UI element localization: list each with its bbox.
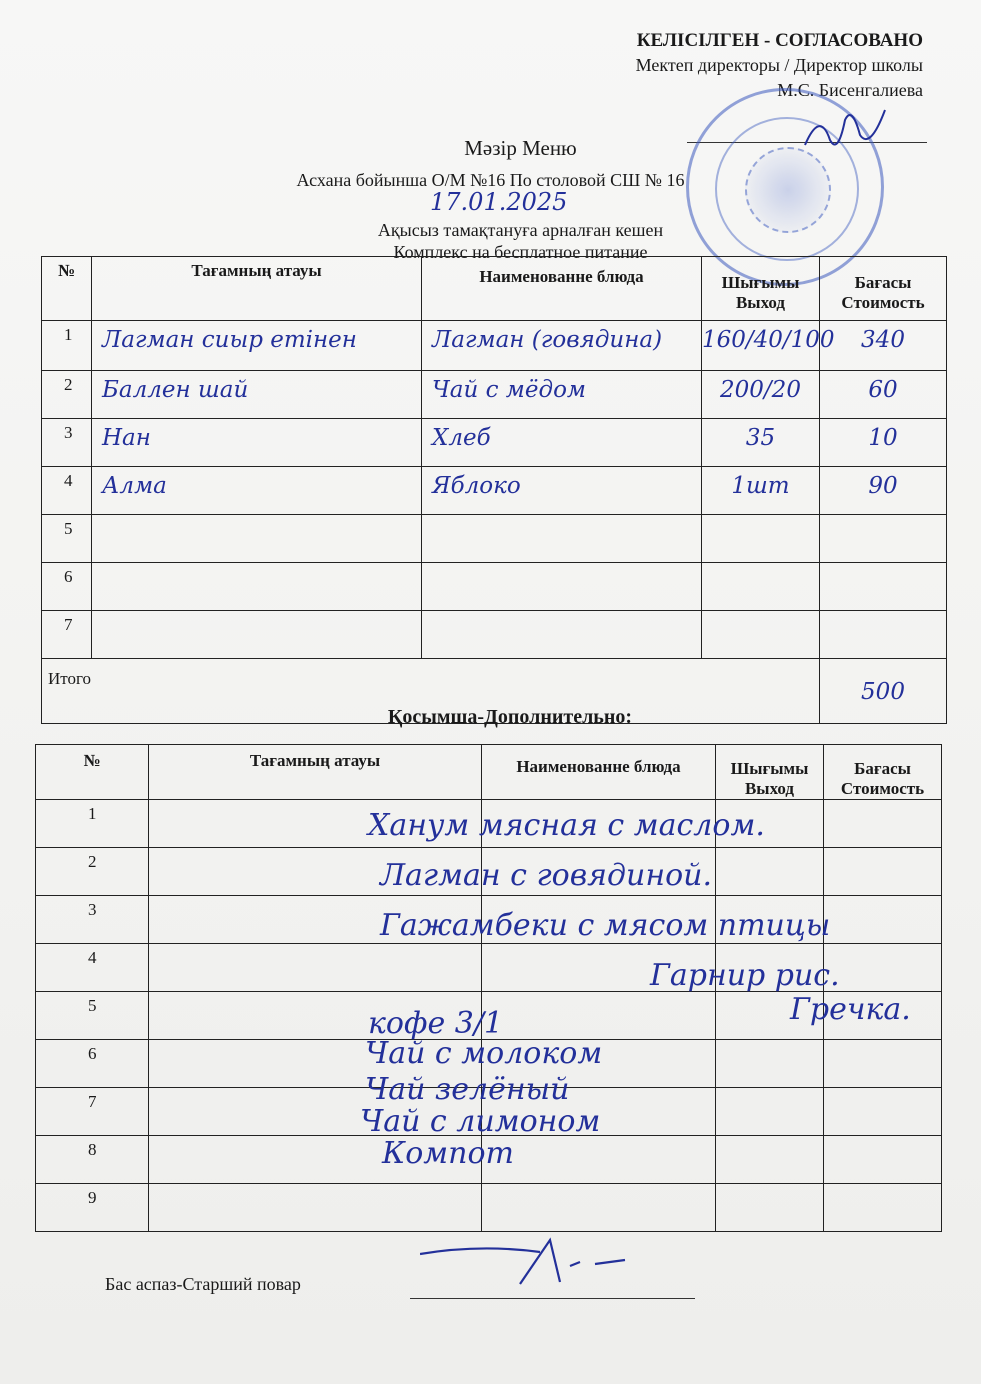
total-label: Итого bbox=[42, 659, 820, 724]
cook-label: Бас аспаз-Старший повар bbox=[105, 1274, 301, 1294]
extra-row-cell bbox=[482, 1136, 716, 1184]
row-name-kz: Лагман сиыр етінен bbox=[92, 321, 422, 371]
row-num: 2 bbox=[42, 371, 92, 419]
row-output: 160/40/100 bbox=[702, 321, 820, 371]
extra-hand-5: Гречка. bbox=[790, 992, 911, 1027]
extra-hand-3: Гажамбеки с мясом птицы bbox=[380, 908, 831, 943]
table-row bbox=[42, 611, 947, 659]
extra-row-num: 7 bbox=[36, 1088, 149, 1136]
row-price: 60 bbox=[820, 371, 947, 419]
extra-hand-1: Ханум мясная с маслом. bbox=[368, 808, 765, 843]
menu-date: 17.01.2025 bbox=[430, 188, 568, 216]
extra-row-cell bbox=[824, 1136, 942, 1184]
extra-row-cell bbox=[716, 1040, 824, 1088]
table-row bbox=[42, 467, 947, 515]
extra-row-cell bbox=[824, 848, 942, 896]
row-name-ru bbox=[422, 563, 702, 611]
row-name-ru: Яблоко bbox=[422, 467, 702, 515]
main-table-header bbox=[42, 257, 947, 321]
col-name-kz: Тағамның атауы bbox=[92, 257, 422, 321]
row-name-kz: Нан bbox=[92, 419, 422, 467]
menu-title: Мәзір Меню bbox=[464, 136, 577, 160]
table-row bbox=[42, 515, 947, 563]
extra-hand-7: Чай с молоком bbox=[365, 1036, 603, 1071]
table-row bbox=[36, 1184, 942, 1232]
col-output: Шығымы Выход bbox=[702, 257, 820, 321]
extra-col-price: Бағасы Стоимость bbox=[824, 745, 942, 800]
approval-name: М.С. Бисенгалиева bbox=[777, 80, 923, 100]
table-row bbox=[42, 371, 947, 419]
total-value: 500 bbox=[820, 659, 947, 724]
row-name-ru bbox=[422, 515, 702, 563]
row-price bbox=[820, 515, 947, 563]
row-num: 3 bbox=[42, 419, 92, 467]
row-name-ru bbox=[422, 611, 702, 659]
extra-row-cell bbox=[149, 1184, 482, 1232]
extra-row-cell bbox=[149, 944, 482, 992]
table-row bbox=[42, 321, 947, 371]
extra-col-name-ru: Наименованне блюда bbox=[482, 745, 716, 800]
extra-row-cell bbox=[716, 1088, 824, 1136]
row-price bbox=[820, 611, 947, 659]
extra-col-num: № bbox=[36, 745, 149, 800]
extra-row-cell bbox=[824, 944, 942, 992]
complex-ru: Комплекс на бесплатное питание bbox=[393, 242, 648, 262]
row-output: 200/20 bbox=[702, 371, 820, 419]
row-output bbox=[702, 515, 820, 563]
table-row bbox=[42, 563, 947, 611]
extra-row-num: 6 bbox=[36, 1040, 149, 1088]
extra-row-num: 8 bbox=[36, 1136, 149, 1184]
col-price: Бағасы Стоимость bbox=[820, 257, 947, 321]
row-name-kz: Баллен шай bbox=[92, 371, 422, 419]
cook-signature bbox=[420, 1236, 630, 1286]
extra-row-num: 1 bbox=[36, 800, 149, 848]
row-name-ru: Лагман (говядина) bbox=[422, 321, 702, 371]
row-price: 340 bbox=[820, 321, 947, 371]
row-num: 1 bbox=[42, 321, 92, 371]
extra-row-cell bbox=[824, 1088, 942, 1136]
extra-row-cell bbox=[716, 1184, 824, 1232]
row-name-kz bbox=[92, 611, 422, 659]
extra-row-cell bbox=[824, 1184, 942, 1232]
extra-row-cell bbox=[824, 896, 942, 944]
extra-hand-6: кофе 3/1 bbox=[368, 1006, 504, 1041]
extra-row-cell bbox=[482, 992, 716, 1040]
extra-row-num: 5 bbox=[36, 992, 149, 1040]
col-name-ru: Наименованне блюда bbox=[422, 257, 702, 321]
row-name-ru: Чай с мёдом bbox=[422, 371, 702, 419]
row-output bbox=[702, 611, 820, 659]
row-price: 90 bbox=[820, 467, 947, 515]
row-output: 35 bbox=[702, 419, 820, 467]
row-price: 10 bbox=[820, 419, 947, 467]
extra-row-cell bbox=[482, 1184, 716, 1232]
extra-hand-9: Чай с лимоном bbox=[360, 1104, 601, 1139]
extra-row-cell bbox=[824, 800, 942, 848]
row-num: 5 bbox=[42, 515, 92, 563]
extra-row-cell bbox=[824, 1040, 942, 1088]
extra-row-cell bbox=[716, 1136, 824, 1184]
row-output: 1шт bbox=[702, 467, 820, 515]
extra-hand-8: Чай зелёный bbox=[365, 1072, 570, 1107]
approval-title: КЕЛІСІЛГЕН - СОГЛАСОВАНО bbox=[636, 30, 923, 51]
menu-subtitle: Асхана бойынша О/М №16 По столовой СШ № 16 bbox=[296, 170, 685, 190]
row-output bbox=[702, 563, 820, 611]
row-name-kz bbox=[92, 563, 422, 611]
extra-row-num: 9 bbox=[36, 1184, 149, 1232]
approval-position: Мектеп директоры / Директор школы bbox=[635, 55, 923, 75]
row-num: 6 bbox=[42, 563, 92, 611]
cook-signature-line bbox=[410, 1298, 695, 1299]
row-name-kz bbox=[92, 515, 422, 563]
extra-hand-10: Компот bbox=[382, 1136, 514, 1171]
extra-table-header bbox=[36, 745, 942, 800]
main-menu-table bbox=[41, 256, 947, 724]
row-name-kz: Алма bbox=[92, 467, 422, 515]
row-name-ru: Хлеб bbox=[422, 419, 702, 467]
complex-kz: Ақысыз тамақтануға арналған кешен bbox=[377, 220, 664, 240]
col-num: № bbox=[42, 257, 92, 321]
row-num: 7 bbox=[42, 611, 92, 659]
extra-row-num: 2 bbox=[36, 848, 149, 896]
extra-hand-2: Лагман с говядиной. bbox=[380, 858, 713, 893]
row-price bbox=[820, 563, 947, 611]
extra-hand-4: Гарнир рис. bbox=[650, 958, 840, 993]
row-num: 4 bbox=[42, 467, 92, 515]
extra-title: Қосымша-Дополнительно: bbox=[387, 706, 633, 728]
extra-row-num: 3 bbox=[36, 896, 149, 944]
table-row bbox=[42, 419, 947, 467]
extra-row-cell bbox=[716, 848, 824, 896]
extra-col-output: Шығымы Выход bbox=[716, 745, 824, 800]
extra-row-num: 4 bbox=[36, 944, 149, 992]
extra-col-name-kz: Тағамның атауы bbox=[149, 745, 482, 800]
